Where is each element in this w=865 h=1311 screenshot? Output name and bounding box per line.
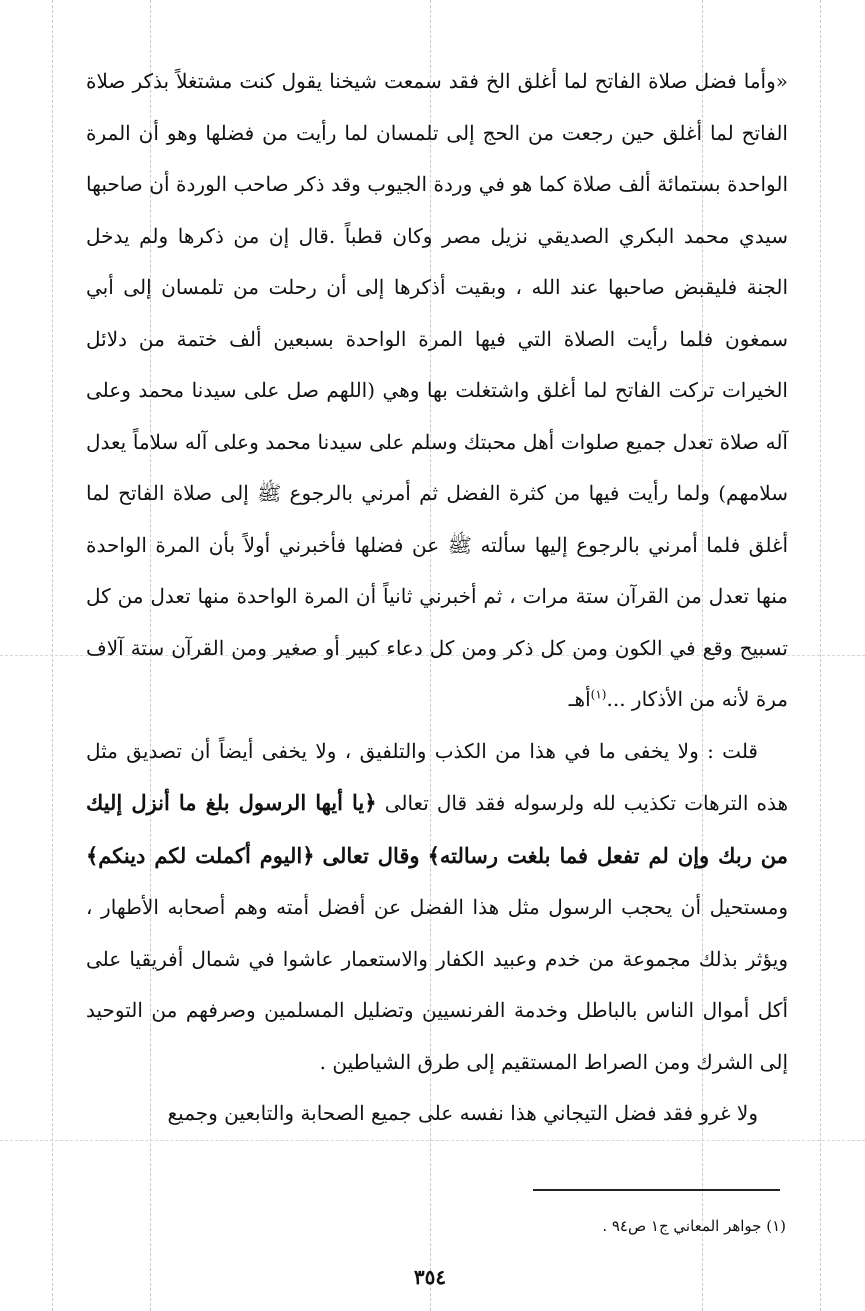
page-number: ٣٥٤ <box>413 1265 447 1289</box>
paragraph-quote: «وأما فضل صلاة الفاتح لما أغلق الخ فقد سمعت شيخنا يقول كنت مشتغلاً بذكر صلاة الفاتح لما أغلق حين رجعت من الحج إلى تلمسان لما رأيت من فضلها وهو أن المرة الواحدة بستمائة ألف صلاة كما هو في وردة الجيوب وقد ذكر صاحب الوردة أن صاحبها سيدي محمد البكري الصديقي نزيل مصر وكان قطباً .قال إن من ذكرها ولم يدخل الجنة فليقبض صاحبها عند الله ، وبقيت أذكرها إلى أن رحلت من تلمسان إلى أبي سمغون فلما رأيت الصلاة التي فيها المرة الواحدة بسبعين ألف ختمة من دلائل الخيرات تركت الفاتح لما أغلق واشتغلت بها وهي (اللهم صل على سيدنا محمد وعلى آله صلاة تعدل جميع صلوات أهل محبتك وسلم على سيدنا محمد وعلى آله سلاماً يعدل سلامهم) ولما رأيت فيها من كثرة الفضل ثم أمرني بالرجوع ﷺ إلى صلاة الفاتح لما أغلق فلما أمرني بالرجوع إليها سألته ﷺ عن فضلها فأخبرني أولاً بأن المرة الواحدة منها تعدل من القرآن ستة مرات ، ثم أخبرني ثانياً أن المرة الواحدة منها تعدل من كل تسبيح وقع في الكون ومن كل ذكر ومن كل دعاء كبير أو صغير ومن القرآن ستة آلاف مرة لأنه من الأذكار ...$^{(١)}$أهـ <box>86 69 788 711</box>
quran-verse: ﴿اليوم أكملت لكم دينكم﴾ <box>86 842 315 868</box>
quran-verse: ﴿يا أيها الرسول بلغ ما أنزل إليك من ربك وإن لم تفعل فما بلغت رسالته﴾ <box>86 790 788 868</box>
footnote-separator <box>533 1189 780 1191</box>
footnote-marker: (١) <box>590 687 607 702</box>
paragraph-continuation: ولا غرو فقد فضل التيجاني هذا نفسه على جميع الصحابة والتابعين وجميع <box>167 1101 758 1125</box>
quran-intro: وقال تعالى <box>322 842 420 868</box>
footnote: (١) جواهر المعاني ج١ ص٩٤ . <box>602 1217 786 1235</box>
row-guide <box>0 1140 865 1141</box>
body-text <box>86 56 788 1140</box>
paragraph-comment: قلت : ولا يخفى ما في هذا من الكذب والتلفيق ، ولا يخفى أيضاً أن تصديق مثل هذه الترهات تكذيب لله ولرسوله فقد قال تعالى ﴿يا أيها الرسول بلغ ما أنزل إليك من ربك وإن لم تفعل فما بلغت رسالته﴾ وقال تعالى ﴿اليوم أكملت لكم دينكم﴾ ومستحيل أن يحجب الرسول مثل هذا الفضل عن أفضل أمته وهم أصحابه الأطهار ، ويؤثر بذلك مجموعة من خدم وعبيد الكفار والاستعمار عاشوا في شمال أفريقيا على أكل أموال الناس بالباطل وخدمة الفرنسيين وتضليل المسلمين وصرفهم من التوحيد إلى الشرك ومن الصراط المستقيم إلى طرق الشياطين . <box>86 738 789 1074</box>
